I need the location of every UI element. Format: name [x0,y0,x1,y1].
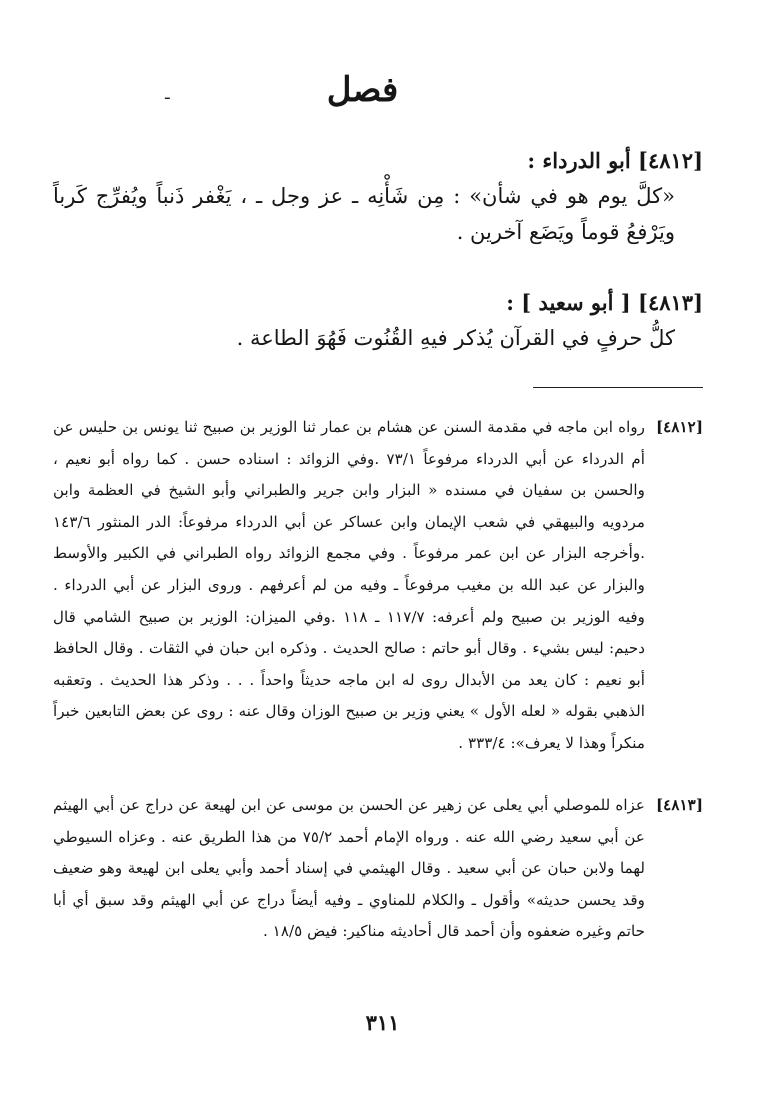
stray-mark: ـ [165,84,170,103]
footnote [53,790,703,948]
entry-number: [٤٨١٣] [638,290,703,315]
hadith-entry [53,144,703,250]
entry-text: كلُّ حرفٍ في القرآن يُذكر فيهِ القُنُوت فَهُوَ الطاعة . [236,326,675,350]
footnote-number: [٤٨١٣] [655,796,703,814]
footnote-separator [533,387,703,388]
entry-text: «كلَّ يوم هو في شأن» : مِن شَأْنِه ـ عز وجل ـ ، يَغْفر ذَنباً ويُفرِّج كَرباً ويَرْفعُ قوماً ويَضَع آخرين . [53,184,675,244]
entry-heading [53,144,703,178]
entry-number: [٤٨١٢] [638,148,703,173]
footnote [53,412,703,760]
chapter-title: فصل [326,70,399,110]
footnote-text: رواه ابن ماجه في مقدمة السنن عن هشام بن عمار ثنا الوزير بن صبيح ثنا يونس بن حليس عن أم الدرداء عن أبي الدرداء مرفوعاً ٧٣/١ .وفي الزوائد : اسناده حسن . كما رواه أبو نعيم ، والحسن بن سفيان في مسنده « البزار وابن جرير والطبراني وأبو الشيخ في العظمة وابن مردويه والبيهقي في شعب الإيمان وابن عساكر عن أبي الدرداء مرفوعاً: الدر المنثور ١٤٣/٦ .وأخرجه البزار عن ابن عمر مرفوعاً . وفي مجمع الزوائد رواه الطبراني في الكبير والأوسط والبزار عن عبد الله بن مغيب مرفوعاً ـ وفيه من لم أعرفهم . وروى البزار عن أبي الدرداء . وفيه الوزير بن صبيح ولم أعرفه: ١١٧/٧ ـ ١١٨ .وفي الميزان: الوزير بن صبيح الشامي قال دحيم: ليس بشيء . وقال أبو حاتم : صالح الحديث . وذكره ابن حبان في الثقات . وقال الحافظ أبو نعيم : كان يعد من الأبدال روى له ابن ماجه حديثاً واحداً . . . وذكر هذا الحديث . وتعقبه الذهبي بقوله « لعله الأول » يعني وزير بن صبيح الوزان وقال عنه : روى عن بعض التابعين خبراً منكراً وهذا لا يعرف»: ٣٣٣/٤ . [53,418,646,752]
entry-narrator: أبو الدرداء : [527,148,631,173]
page-number: ٣١١ [365,1010,400,1035]
footnote-number: [٤٨١٢] [655,418,703,436]
entry-heading [53,286,703,320]
footnote-text: عزاه للموصلي أبي يعلى عن زهير عن الحسن بن موسى عن ابن لهيعة عن دراج عن أبي الهيثم عن أبي سعيد رضي الله عنه . ورواه الإمام أحمد ٧٥/٢ من هذا الطريق عنه . وعزاه السيوطي لهما ولابن حبان عن أبي سعيد . وقال الهيثمي في إسناد أحمد وأبي يعلى ابن لهيعة وهو ضعيف وقد يحسن حديثه» وأقول ـ والكلام للمناوي ـ وفيه أيضاً دراج عن أبي الهيثم وقد سبق أي أبا حاتم وغيره ضعفوه وأن أحمد قال أحاديثه مناكير: فيض ١٨/٥ . [53,796,645,941]
entry-narrator: [ أبو سعيد ] : [506,290,631,315]
hadith-entry [53,286,703,356]
